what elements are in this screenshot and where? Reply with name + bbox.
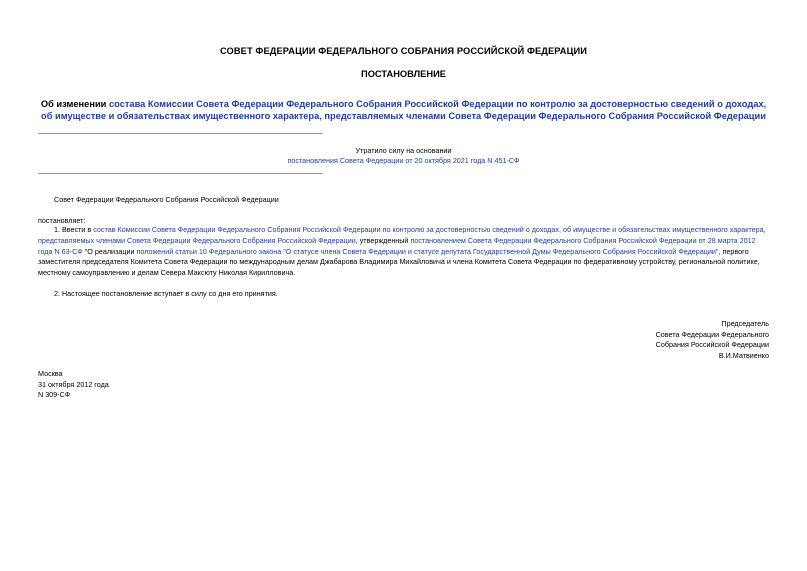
document-type-heading: ПОСТАНОВЛЕНИЕ	[361, 69, 446, 79]
item1-prefix: 1. Ввести в	[54, 225, 94, 234]
subject-prefix: Об изменении	[40, 99, 109, 109]
status-text: Утратило силу на основании	[355, 146, 452, 155]
signature-name: В.И.Матвиенко	[718, 350, 769, 360]
signature-title: Председатель	[721, 319, 769, 328]
footer-city: Москва	[38, 369, 63, 378]
signature-block	[569, 319, 769, 361]
top-divider	[38, 133, 323, 134]
status-link[interactable]: постановления Совета Федерации от 20 октября 2021 года N 451-СФ	[287, 156, 520, 165]
item-1	[38, 225, 770, 279]
item1-mid1: , утвержденный	[355, 235, 411, 245]
item-2: 2. Настоящее постановление вступает в силу со дня его принятия.	[54, 289, 278, 298]
document-subject	[36, 98, 771, 122]
signature-position-2: Собрания Российской Федерации	[655, 340, 769, 349]
item1-suffix: , первого заместителя председателя Комитета Совета Федерации по международным делам Джабарова Владимира Михайловича и члена Комитета Совета Федерации по федеративному устройству, региональной политике, местному самоуправлению и делам Севера Максюту Николая Кирилловича.	[38, 246, 760, 278]
council-heading: СОВЕТ ФЕДЕРАЦИИ ФЕДЕРАЛЬНОГО СОБРАНИЯ РОССИЙСКОЙ ФЕДЕРАЦИИ	[219, 46, 588, 56]
item1-law-link[interactable]: положений статьи 10 Федерального закона "О статусе члена Совета Федерации и статусе депутата Государственной Думы Федерального Собрания Российской Федерации"	[136, 246, 719, 256]
footer-number: N 309-СФ	[38, 390, 71, 399]
preamble: Совет Федерации Федерального Собрания Российской Федерации	[54, 195, 279, 204]
item1-composition-link[interactable]: состав Комиссии Совета Федерации Федерального Собрания Российской Федерации по контролю за достоверностью сведений о доходах, об имуществе и обязательствах имущественного характера, представляемых членами Совета Федерации Федерального Собрания Российской Федерации	[38, 225, 766, 245]
footer-date: 31 октября 2012 года	[38, 379, 109, 389]
footer-block	[38, 369, 109, 401]
signature-position-1: Совета Федерации Федерального	[655, 329, 769, 339]
status-note	[230, 146, 577, 166]
resolves-label: постановляет:	[38, 216, 86, 225]
item1-mid2: "О реализации	[82, 246, 137, 256]
item1-resolution-link[interactable]: постановлением Совета Федерации Федерального Собрания Российской Федерации от 28 марта 2012 года N 63-СФ	[38, 235, 756, 256]
bottom-divider	[38, 173, 323, 174]
subject-link[interactable]: состава Комиссии Совета Федерации Федерального Собрания Российской Федерации по контролю за достоверностью сведений о доходах, об имуществе и обязательствах имущественного характера, представляемых членами Совета Федерации Федерального Собрания Российской Федерации	[41, 99, 767, 121]
